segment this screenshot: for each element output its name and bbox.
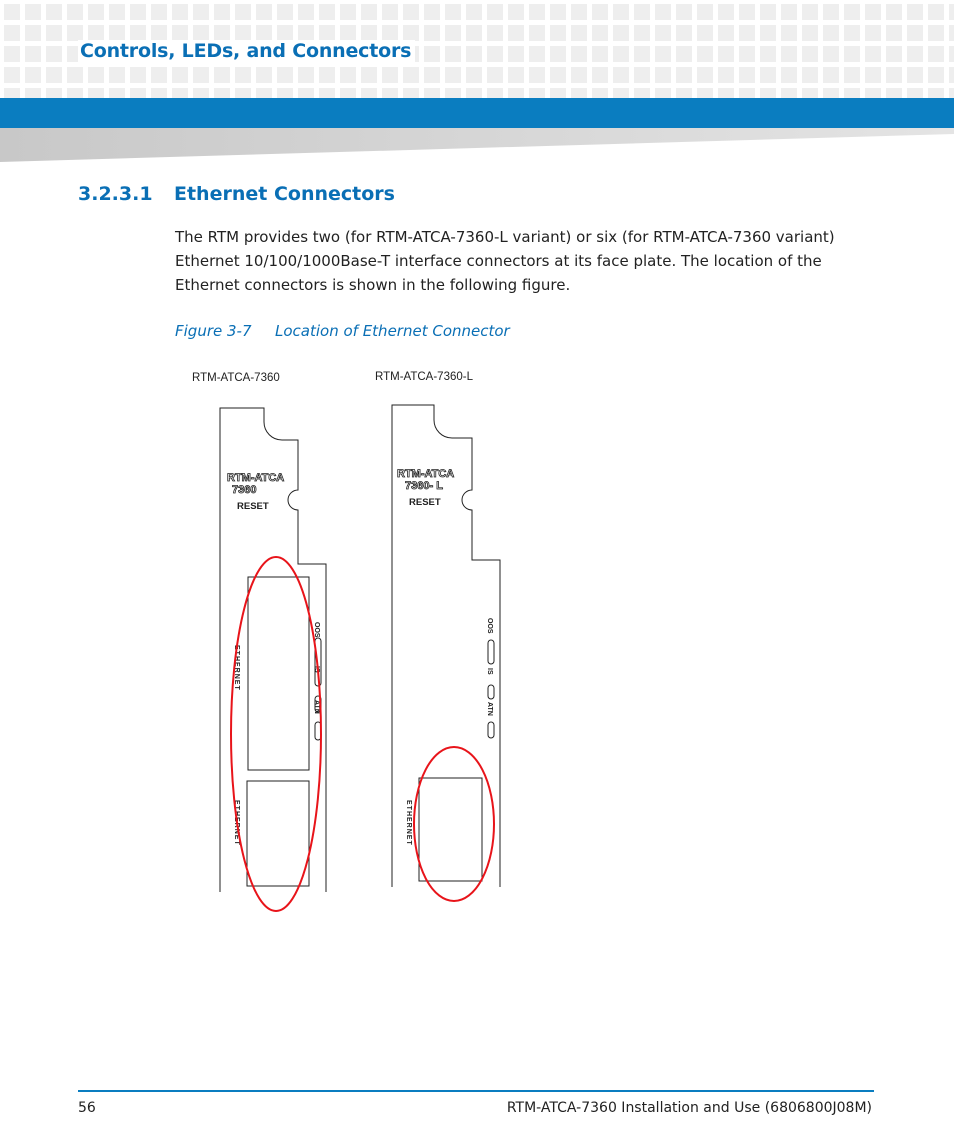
body-paragraph: The RTM provides two (for RTM-ATCA-7360-L variant) or six (for RTM-ATCA-7360 variant) Ethernet 10/100/1000Base-T interface connectors at its face plate. The location of the Ethernet connectors is shown in the following figure. [175,228,835,294]
left-highlight-ellipse [231,557,321,911]
section-number: 3.2.3.1 [78,183,153,205]
left-panel-title-line2: 7360 [232,484,257,496]
left-ethernet-label-1: ETHERNET [233,645,240,691]
page-number: 56 [78,1100,96,1116]
right-oos-label: OOS [486,618,493,634]
left-ethernet-label-2: ETHERNET [233,800,240,846]
figure-number: Figure 3-7 [175,322,252,340]
chapter-title: Controls, LEDs, and Connectors [78,40,415,62]
right-is-label: IS [486,668,493,675]
right-reset-label: RESET [409,497,441,508]
left-panel-label: RTM-ATCA-7360 [192,372,280,384]
footer-rule [78,1090,874,1092]
left-panel-title-line1: RTM-ATCA [227,472,285,484]
header-gray-wedge [0,128,954,164]
figure-caption-text: Location of Ethernet Connector [275,322,510,340]
ethernet-connector-figure [180,360,520,920]
left-is-label: IS [313,666,320,673]
right-panel-title-line2: 7360- L [405,480,443,492]
section-title: Ethernet Connectors [174,183,395,205]
right-atn-label: ATN [486,702,493,716]
left-atn-label: ATN [313,700,320,714]
header-blue-bar [0,98,954,128]
right-panel-title-line1: RTM-ATCA [397,468,455,480]
section-heading [78,183,395,205]
document-title: RTM-ATCA-7360 Installation and Use (6806800J08M) [506,1100,872,1116]
right-panel-label: RTM-ATCA-7360-L [375,371,473,383]
left-reset-label: RESET [237,501,269,512]
left-oos-label: OOS [313,622,320,638]
right-ethernet-label: ETHERNET [405,800,412,846]
figure-caption [175,322,510,340]
